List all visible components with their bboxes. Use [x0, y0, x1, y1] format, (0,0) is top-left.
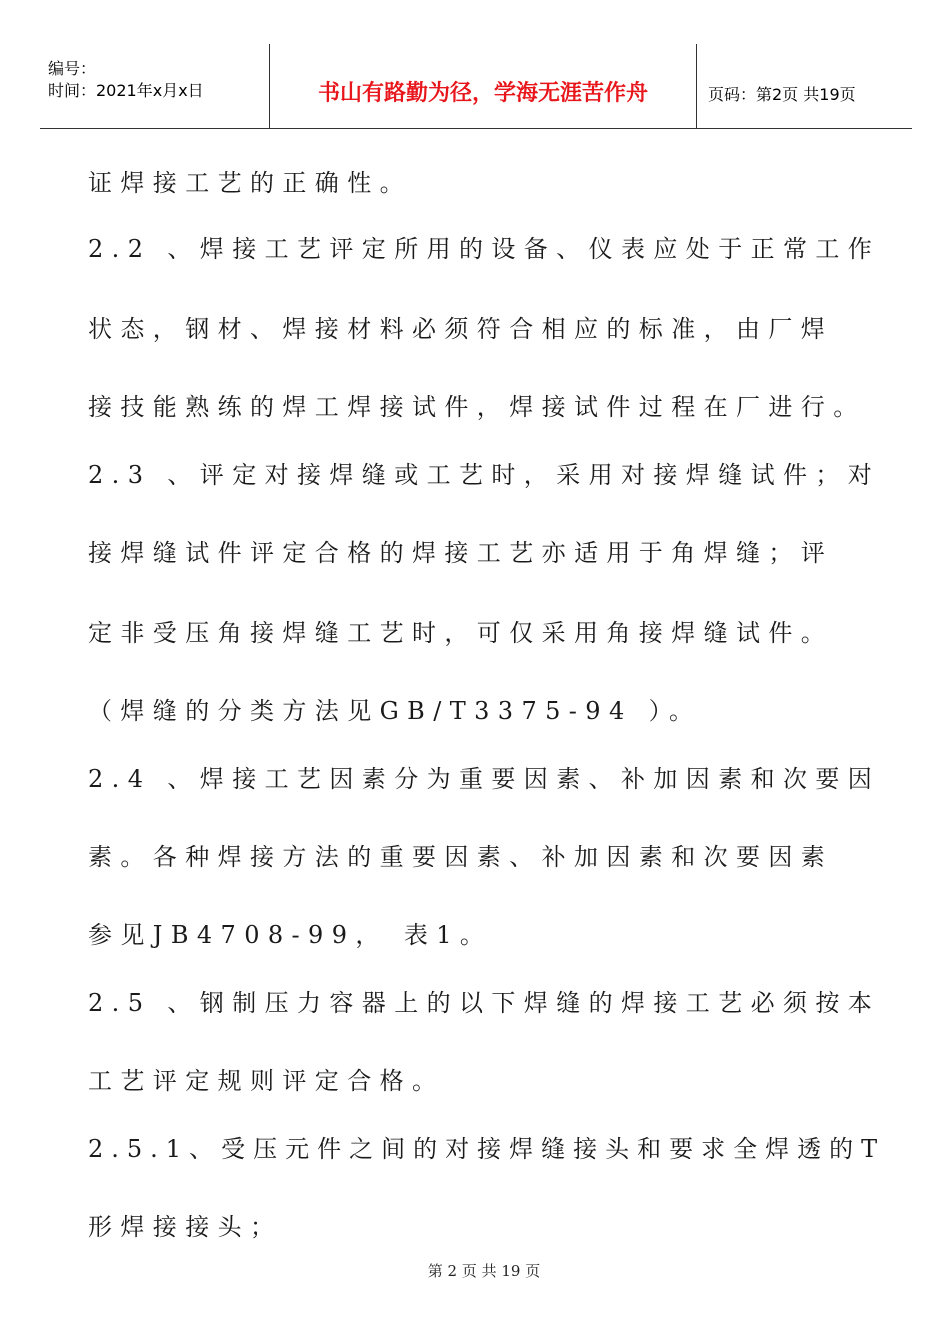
body-line: 工艺评定规则评定合格。	[88, 1067, 445, 1095]
body-line: 形焊接接头；	[88, 1213, 283, 1241]
body-line: 证焊接工艺的正确性。	[88, 169, 412, 197]
body-line: 2.3 、评定对接焊缝或工艺时，采用对接焊缝试件；对	[88, 461, 881, 489]
body-line: 接焊缝试件评定合格的焊接工艺亦适用于角焊缝；评	[88, 539, 834, 567]
document-code-label: 编号：	[48, 59, 97, 78]
page-footer-number: 第 2 页 共 19 页	[427, 1262, 541, 1280]
body-line: 素。各种焊接方法的重要因素、补加因素和次要因素	[88, 843, 834, 871]
body-line: 2.5 、钢制压力容器上的以下焊缝的焊接工艺必须按本	[88, 989, 881, 1017]
header-motto-cell	[269, 44, 697, 128]
body-line: 2.2 、焊接工艺评定所用的设备、仪表应处于正常工作	[88, 235, 881, 263]
header-info-cell	[40, 44, 268, 128]
body-line: 定非受压角接焊缝工艺时，可仅采用角接焊缝试件。	[88, 619, 834, 647]
body-line: 参见JB4708-99， 表1。	[88, 921, 493, 949]
body-line: 接技能熟练的焊工焊接试件，焊接试件过程在厂进行。	[88, 393, 866, 421]
page-header	[40, 44, 912, 129]
body-line: （焊缝的分类方法见GB/T3375-94 ）。	[88, 697, 702, 725]
header-page-number: 页码：第2页 共19页	[708, 85, 856, 104]
body-line: 2.4 、焊接工艺因素分为重要因素、补加因素和次要因	[88, 765, 881, 793]
body-line: 状态，钢材、焊接材料必须符合相应的标准，由厂焊	[88, 315, 834, 343]
header-motto: 书山有路勤为径，学海无涯苦作舟	[317, 81, 648, 106]
body-line: 2.5.1、受压元件之间的对接焊缝接头和要求全焊透的T	[88, 1135, 886, 1163]
header-page-cell	[696, 44, 912, 128]
document-time-label: 时间：2021年x月x日	[48, 81, 204, 100]
